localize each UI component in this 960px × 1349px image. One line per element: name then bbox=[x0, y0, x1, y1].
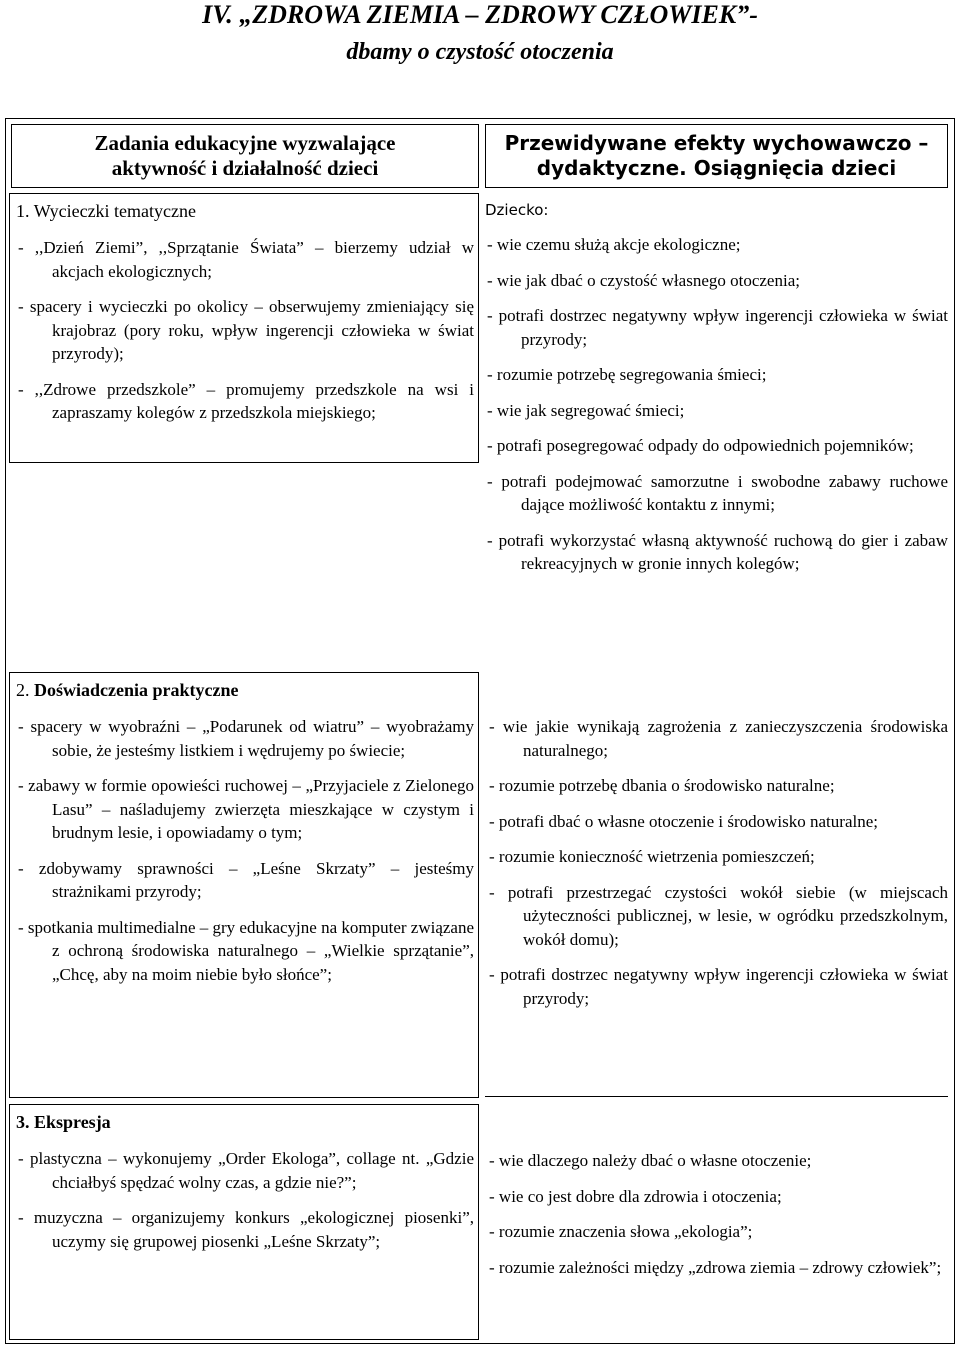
section2-outcome: - rozumie potrzebę dbania o środowisko naturalne; bbox=[489, 776, 835, 795]
table-frame bbox=[5, 118, 955, 1344]
left-header-line2: aktywność i działalność dzieci bbox=[111, 156, 379, 180]
section1-outcome: - wie jak dbać o czystość własnego otoczenia; bbox=[487, 270, 800, 290]
section2-task: - spotkania multimedialne – gry edukacyjne na komputer związane z ochroną środowiska naturalnego – „Wielkie sprzątanie”, „Chcę, aby na moim niebie było słońce”; bbox=[18, 917, 475, 984]
right-header-line2: dydaktyczne. Osiągnięcia dzieci bbox=[536, 156, 897, 180]
section1-outcome: - potrafi podejmować samorzutne i swobodne zabawy ruchowe dające możliwość kontaktu z innymi; bbox=[487, 471, 948, 514]
page-subtitle: dbamy o czystość otoczenia bbox=[346, 39, 614, 65]
section2-outcome: - rozumie konieczność wietrzenia pomieszczeń; bbox=[489, 847, 815, 866]
section2-title: 2. Doświadczenia praktyczne bbox=[16, 680, 239, 700]
section1-outcomes bbox=[485, 199, 948, 588]
section2-outcome: - wie jakie wynikają zagrożenia z zanieczyszczenia środowiska naturalnego; bbox=[489, 717, 948, 760]
section2-task: - spacery w wyobraźni – „Podarunek od wiatru” – wyobrażamy sobie, że jesteśmy listkiem i wędrujemy po świecie; bbox=[18, 717, 474, 760]
section3-tasks-box bbox=[9, 1104, 479, 1340]
section1-outcome: - potrafi wykorzystać własną aktywność ruchową do gier i zabaw rekreacyjnych w gronie innych kolegów; bbox=[487, 530, 948, 573]
section1-task: - spacery i wycieczki po okolicy – obserwujemy zmieniający się krajobraz (pory roku, wpływ ingerencji człowieka w świat przyrody); bbox=[18, 297, 474, 363]
section1-tasks-box bbox=[9, 193, 479, 463]
section1-outcome: - potrafi posegregować odpady do odpowiednich pojemników; bbox=[487, 436, 914, 455]
section1-outcome: - potrafi dostrzec negatywny wpływ ingerencji człowieka w świat przyrody; bbox=[487, 306, 948, 349]
right-header-box bbox=[485, 124, 948, 188]
left-header-line1: Zadania edukacyjne wyzwalające bbox=[94, 131, 396, 155]
section2-outcome: - potrafi dbać o własne otoczenie i środowisko naturalne; bbox=[489, 811, 878, 831]
section3-outcome: - wie co jest dobre dla zdrowia i otoczenia; bbox=[489, 1186, 782, 1206]
section3-task: - plastyczna – wykonujemy „Order Ekologa”, collage nt. „Gdzie chciałbyś spędzać wolny czas, a gdzie nie?”; bbox=[18, 1149, 474, 1192]
section2-task: - zdobywamy sprawności – „Leśne Skrzaty” – jesteśmy strażnikami przyrody; bbox=[18, 858, 474, 901]
section2-tasks-box bbox=[9, 672, 479, 1098]
section1-title: 1. Wycieczki tematyczne bbox=[16, 201, 197, 221]
section1-outcome: - wie jak segregować śmieci; bbox=[487, 400, 685, 420]
child-label: Dziecko: bbox=[485, 201, 549, 219]
section1-task: - ,,Dzień Ziemi”, ,,Sprzątanie Świata” – bierzemy udział w akcjach ekologicznych; bbox=[18, 238, 474, 281]
section2-outcome: - potrafi przestrzegać czystości wokół siebie (w miejscach użyteczności publicznej, w lesie, w ogródku przedszkolnym, wokół domu); bbox=[489, 882, 948, 949]
section2-task: - zabawy w formie opowieści ruchowej – „Przyjaciele z Zielonego Lasu” – naśladujemy zwierzęta mieszkające w czystym i brudnym lesie, i opowiadamy o tym; bbox=[18, 776, 474, 842]
section3-outcome: - rozumie zależności między „zdrowa ziemia – zdrowy człowiek”; bbox=[489, 1257, 942, 1277]
section1-outcome: - rozumie potrzebę segregowania śmieci; bbox=[487, 365, 767, 384]
page-title: IV. „ZDROWA ZIEMIA – ZDROWY CZŁOWIEK”- bbox=[202, 0, 758, 29]
section3-title: 3. Ekspresja bbox=[16, 1112, 111, 1132]
right-header-line1: Przewidywane efekty wychowawczo – bbox=[504, 131, 929, 155]
section3-task: - muzyczna – organizujemy konkurs „ekologicznej piosenki”, uczymy się grupowej piosenki „Leśne Skrzaty”; bbox=[18, 1208, 474, 1251]
section1-outcome: - wie czemu służą akcje ekologiczne; bbox=[487, 235, 741, 254]
section3-outcome: - rozumie znaczenia słowa „ekologia”; bbox=[489, 1222, 753, 1241]
left-header-box bbox=[11, 124, 479, 188]
section2-outcomes-box bbox=[485, 679, 948, 1097]
section2-outcome: - potrafi dostrzec negatywny wpływ ingerencji człowieka w świat przyrody; bbox=[489, 965, 948, 1008]
section3-outcome: - wie dlaczego należy dbać o własne otoczenie; bbox=[489, 1151, 812, 1170]
section1-task: - ,,Zdrowe przedszkole” – promujemy przedszkole na wsi i zapraszamy kolegów z przedszkola miejskiego; bbox=[18, 379, 474, 422]
section3-outcomes bbox=[485, 1149, 948, 1291]
